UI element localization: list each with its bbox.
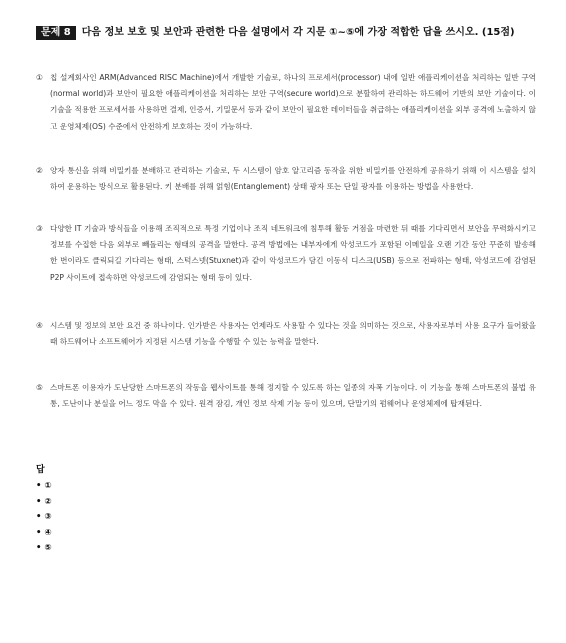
passage-number: ② bbox=[36, 166, 43, 175]
passage-item bbox=[36, 380, 536, 412]
answer-label: 답 bbox=[36, 465, 45, 475]
passage-number: ⑤ bbox=[36, 383, 43, 392]
passage-text: 시스템 및 정보의 보안 요건 중 하나이다. 인가받은 사용자는 언제라도 사용할 수 있다는 것을 의미하는 것으로, 사용자로부터 사용 요구가 들어왔을 때 하드웨어나 소프트웨어가 지정된 시스템 기능을 수행할 수 있는 능력을 말한다. bbox=[50, 321, 536, 347]
answer-bullet: • ⑤ bbox=[36, 543, 52, 553]
passage-item bbox=[36, 70, 536, 135]
question-header bbox=[36, 24, 536, 41]
answer-bullet: • ② bbox=[36, 496, 52, 507]
answer-bullet: • ③ bbox=[36, 512, 52, 522]
passage-item bbox=[36, 163, 536, 195]
passage-text: 다양한 IT 기술과 방식들을 이용해 조직적으로 특정 기업이나 조직 네트워크에 침투해 활동 거점을 마련한 뒤 때를 기다리면서 보안을 무력화시키고 정보를 수집한 다음 외부로 빼돌리는 형태의 공격을 말한다. 공격 방법에는 내부자에게 악성코드가 포함된 이메일을 오랜 기간 동안 꾸준히 발송해 한 번이라도 클릭되길 기다리는 형태, 스턱스넷(Stuxnet)과 같이 악성코드가 담긴 이동식 디스크(USB) 등으로 전파하는 형태, 악성코드에 감염된 P2P 사이트에 접속하면 악성코드에 감염되는 형태 등이 있다. bbox=[50, 224, 536, 282]
passage-number: ① bbox=[36, 73, 43, 82]
passage-number: ③ bbox=[36, 224, 43, 233]
question-badge: 문제 8 bbox=[36, 26, 76, 40]
passage-number: ④ bbox=[36, 321, 43, 330]
question-prompt: 다음 정보 보호 및 보안과 관련한 다음 설명에서 각 지문 ①~⑤에 가장 적합한 답을 쓰시오. (15점) bbox=[81, 27, 515, 38]
passage-item bbox=[36, 221, 536, 286]
passage-item bbox=[36, 318, 536, 350]
answer-list bbox=[36, 479, 52, 557]
answer-bullet: • ① bbox=[36, 481, 52, 491]
passage-text: 양자 통신을 위해 비밀키를 분배하고 관리하는 기술로, 두 시스템이 암호 알고리즘 동작을 위한 비밀키를 안전하게 공유하기 위해 이 시스템을 설치하여 운용하는 방식으로 활용된다. 키 분배를 위해 얽힘(Entanglement) 상태 광자 또는 단일 광자를 이용하는 방법을 사용한다. bbox=[50, 166, 536, 192]
answer-bullet: • ④ bbox=[36, 527, 52, 538]
passage-text: 칩 설계회사인 ARM(Advanced RISC Machine)에서 개발한 기술로, 하나의 프로세서(processor) 내에 일반 애플리케이션을 처리하는 일반 구역(normal world)과 보안이 필요한 애플리케이션을 처리하는 보안 구역(secure world)으로 분할하여 관리하는 하드웨어 기반의 보안 기술이다. 이 기술을 적용한 프로세서를 사용하면 결제, 인증서, 기밀문서 등과 같이 보안이 필요한 데이터들을 취급하는 애플리케이션을 외부 공격에 노출하지 않고 운영체제(OS) 수준에서 안전하게 보호하는 것이 가능하다. bbox=[50, 73, 536, 131]
passage-text: 스마트폰 이용자가 도난당한 스마트폰의 작동을 웹사이트를 통해 정지할 수 있도록 하는 일종의 자폭 기능이다. 이 기능을 통해 스마트폰의 불법 유통, 도난이나 분실을 어느 정도 막을 수 있다. 원격 잠김, 개인 정보 삭제 기능 등이 있으며, 단말기의 펌웨어나 운영체제에 탑재된다. bbox=[50, 383, 536, 409]
